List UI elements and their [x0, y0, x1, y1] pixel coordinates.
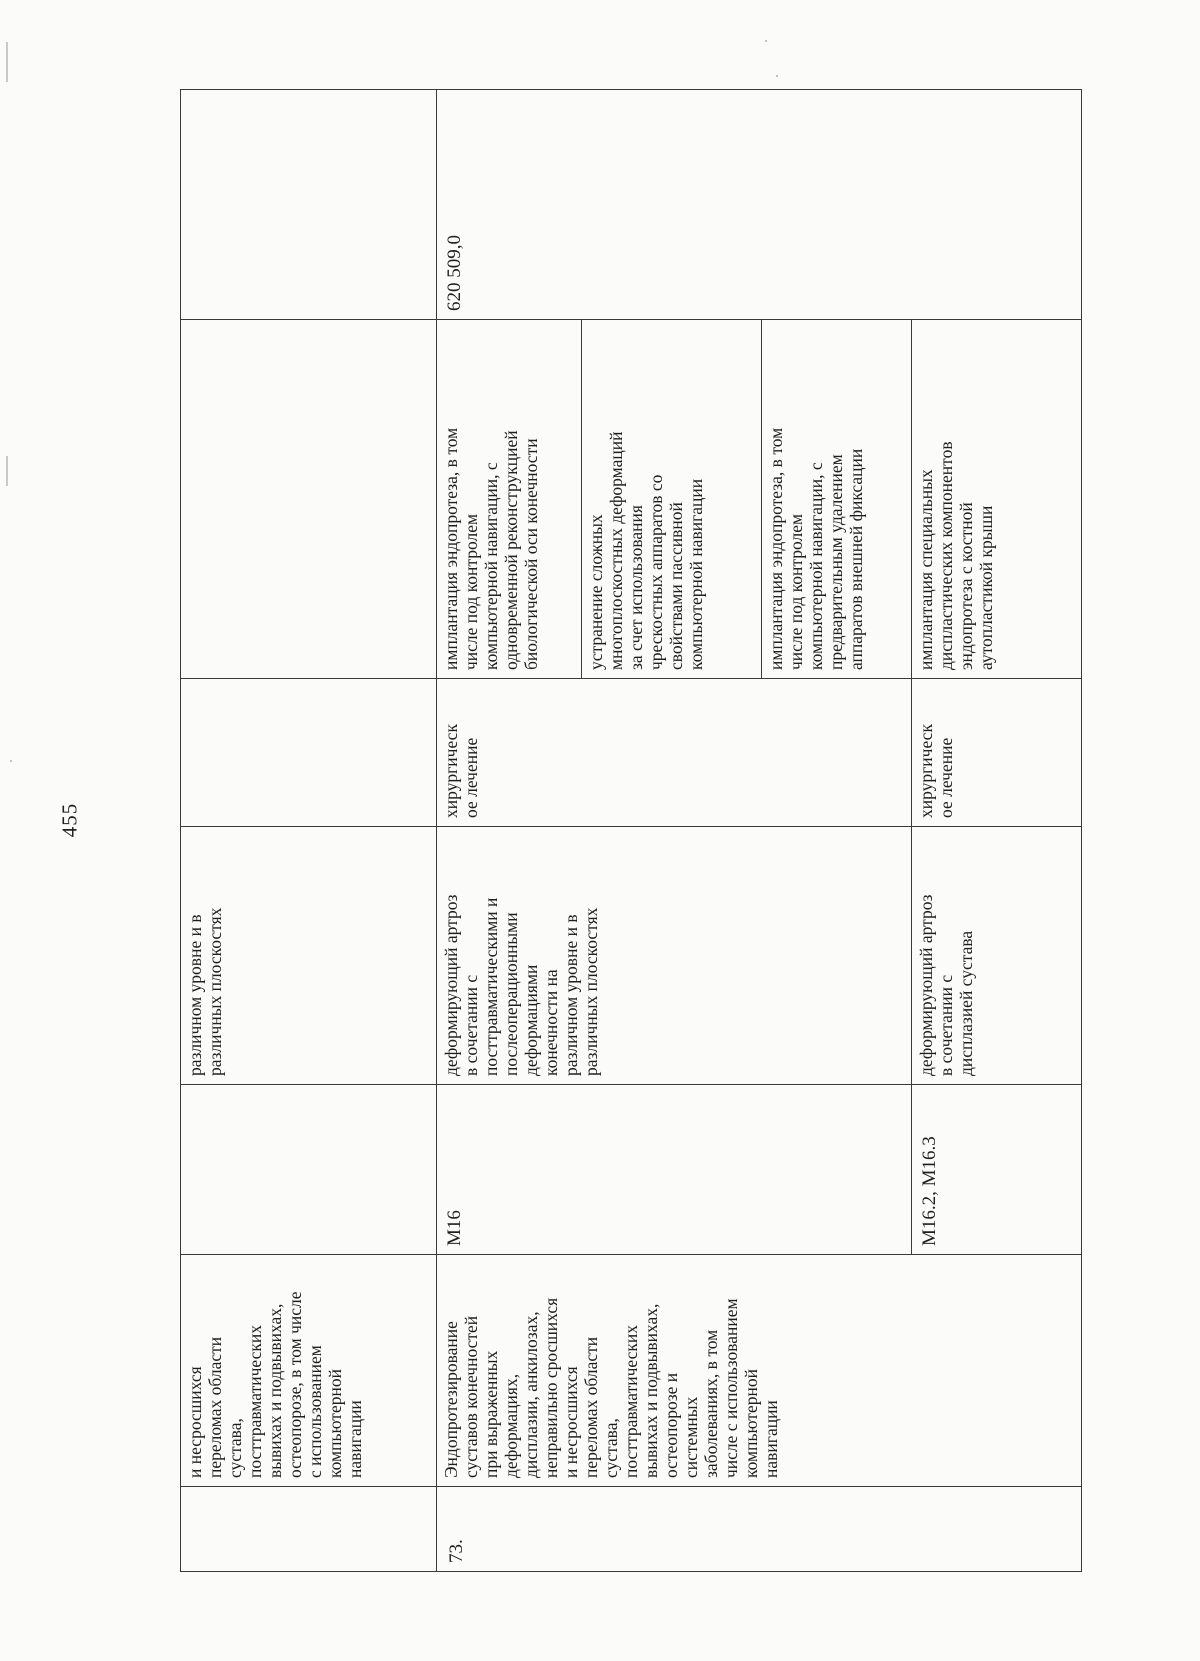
row-number-cell-empty [181, 1487, 437, 1572]
method-cell: устранение сложных многоплоскостных деформаций за счет использования чрескостных аппаратов со свойствами пассивной компьютерной навигации [582, 320, 762, 679]
method-cell: имплантация специальных диспластических компонентов эндопротеза с костной аутопластикой крыши [912, 320, 1082, 679]
vmp-services-table [180, 89, 1082, 1572]
scan-edge-mark [6, 42, 8, 82]
cost-cell-empty [181, 90, 437, 320]
icd-code-cell-empty [181, 1085, 437, 1255]
cost-cell-empty [912, 90, 1082, 320]
treatment-type-cell: хирургическ ое лечение [437, 679, 912, 827]
table-row-73-continued [912, 90, 1082, 1572]
row-number-cell-empty [912, 1487, 1082, 1572]
intervention-name-cell-empty [912, 1255, 1082, 1487]
patient-model-cell: деформирующий артроз в сочетании с дисплазией сустава [912, 827, 1082, 1085]
table-wrapper [180, 90, 1082, 1572]
icd-code-cell: M16.2, M16.3 [912, 1085, 1082, 1255]
method-cell: имплантация эндопротеза, в том числе под контролем компьютерной навигации, с предварительным удалением аппаратов внешней фиксации [762, 320, 912, 679]
cost-cell: 620 509,0 [437, 90, 912, 320]
patient-model-cell: деформирующий артроз в сочетании с посттравматическими и послеоперационными деформациями конечности на различном уровне и в различных плоскостях [437, 827, 912, 1085]
method-cell: имплантация эндопротеза, в том числе под контролем компьютерной навигации, с одновременной реконструкцией биологической оси конечности [437, 320, 582, 679]
page-number: 455 [57, 802, 82, 838]
scan-edge-mark [6, 456, 8, 486]
table-row-73 [437, 90, 582, 1572]
treatment-type-cell-empty [181, 679, 437, 827]
scan-speck [776, 75, 778, 77]
rotated-table-frame [180, 90, 1082, 1572]
patient-model-cell: различном уровне и в различных плоскостях [181, 827, 437, 1085]
intervention-name-cell: Эндопротезирование суставов конечностей при выраженных деформациях, дисплазии, анкилозах, неправильно сросшихся и несросшихся переломах области сустава, посттравматических вывихах и подвывихах, остеопорозе и системных заболеваниях, в том числе с использованием компьютерной навигации [437, 1255, 912, 1487]
scan-speck [10, 760, 12, 762]
icd-code-cell: M16 [437, 1085, 912, 1255]
row-number-cell: 73. [437, 1487, 912, 1572]
scan-speck [765, 40, 767, 42]
intervention-name-cell: и несросшихся переломах области сустава, посттравматических вывихах и подвывихах, остеопорозе, в том числе с использованием компьютерной навигации [181, 1255, 437, 1487]
table-row-continuation [181, 90, 437, 1572]
method-cell-empty [181, 320, 437, 679]
treatment-type-cell: хирургическ ое лечение [912, 679, 1082, 827]
